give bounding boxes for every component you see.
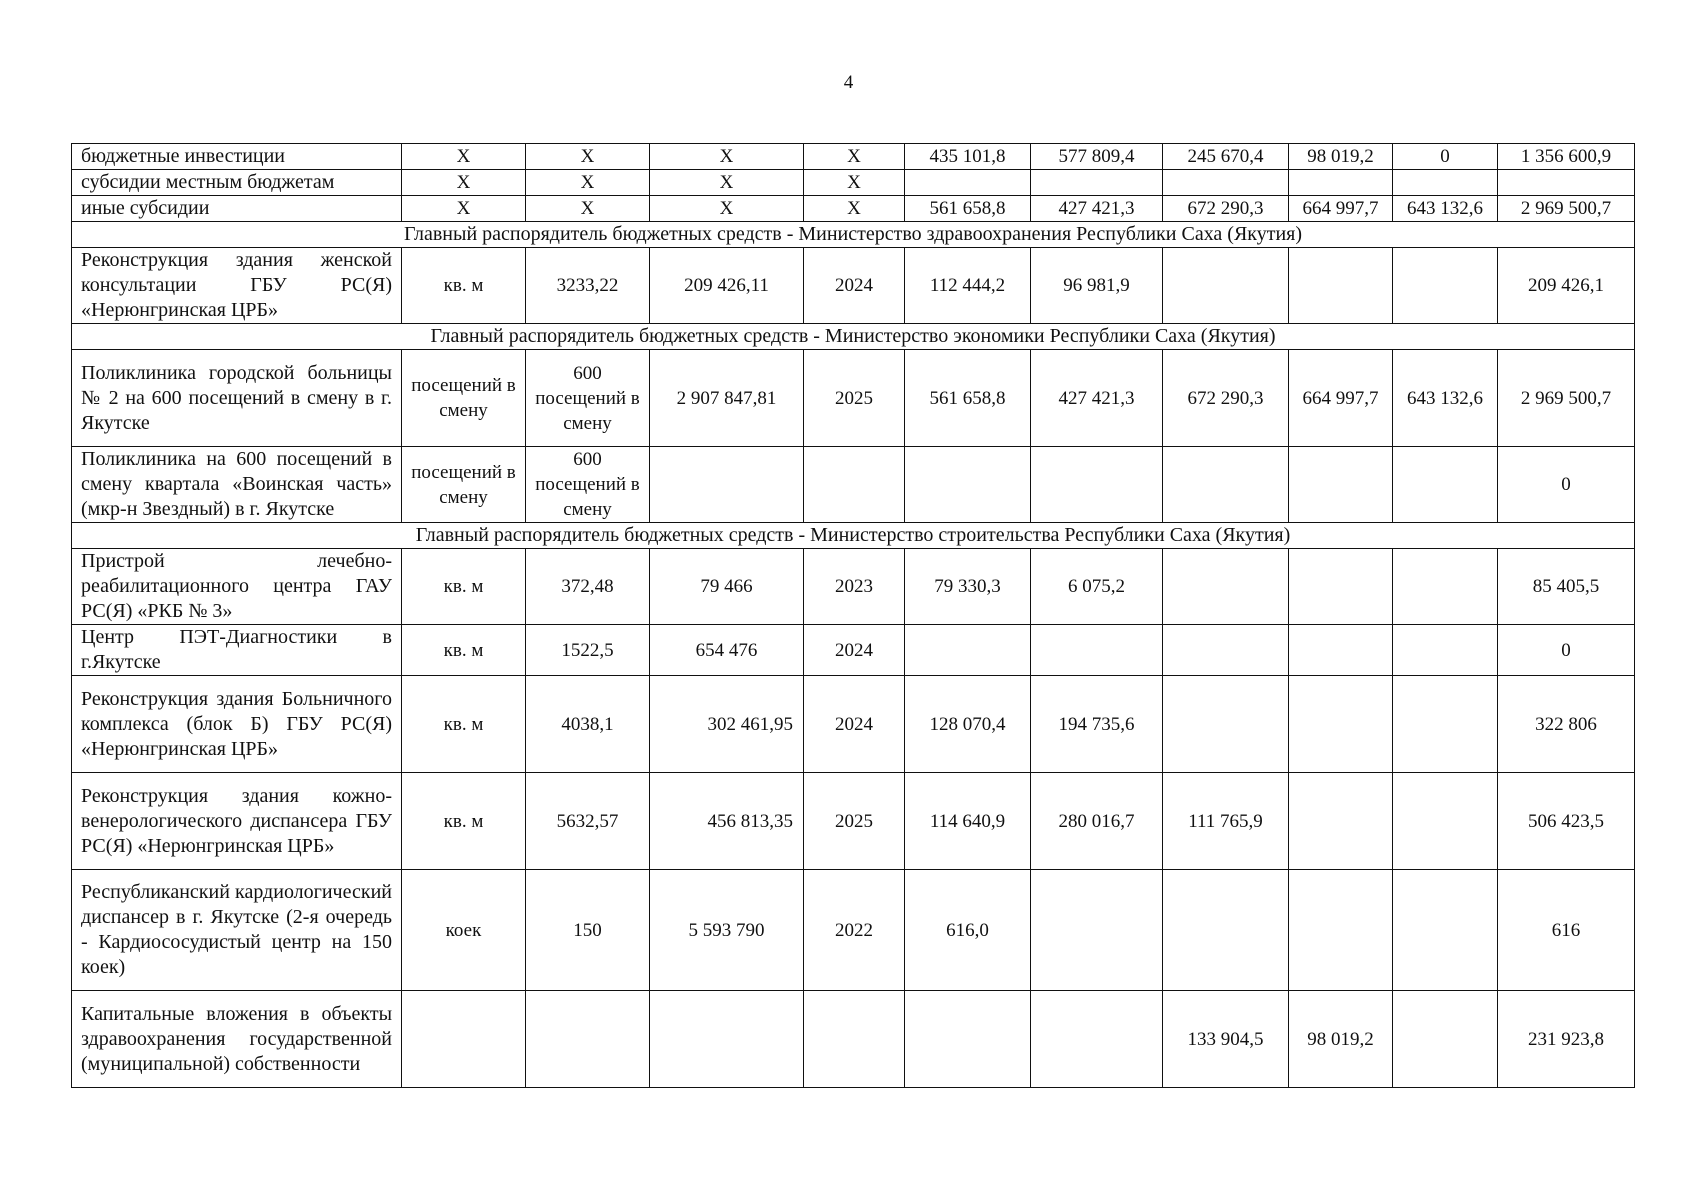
table-row bbox=[72, 870, 1635, 991]
cell-capacity: 600 посещений в смену bbox=[526, 350, 650, 447]
cell-amount-3 bbox=[1163, 625, 1289, 676]
cell-amount-3 bbox=[1163, 447, 1289, 523]
cell-commissioning-year: Х bbox=[804, 170, 905, 196]
table-row bbox=[72, 676, 1635, 773]
cell-amount-5: 0 bbox=[1393, 144, 1498, 170]
cell-unit: Х bbox=[402, 144, 526, 170]
cell-capacity: 372,48 bbox=[526, 549, 650, 625]
cell-amount-4 bbox=[1289, 170, 1393, 196]
cell-estimated-cost: 5 593 790 bbox=[650, 870, 804, 991]
cell-total: 616 bbox=[1498, 870, 1635, 991]
budget-table bbox=[71, 143, 1635, 1088]
table-row bbox=[72, 248, 1635, 324]
cell-estimated-cost: 654 476 bbox=[650, 625, 804, 676]
cell-amount-2 bbox=[1031, 625, 1163, 676]
cell-estimated-cost: 209 426,11 bbox=[650, 248, 804, 324]
cell-amount-4: 664 997,7 bbox=[1289, 350, 1393, 447]
cell-commissioning-year bbox=[804, 991, 905, 1088]
cell-amount-2: 194 735,6 bbox=[1031, 676, 1163, 773]
cell-total: 0 bbox=[1498, 447, 1635, 523]
cell-unit: коек bbox=[402, 870, 526, 991]
cell-amount-5: 643 132,6 bbox=[1393, 350, 1498, 447]
cell-unit: посещений в смену bbox=[402, 350, 526, 447]
cell-amount-4 bbox=[1289, 773, 1393, 870]
cell-amount-4: 664 997,7 bbox=[1289, 196, 1393, 222]
cell-amount-5 bbox=[1393, 676, 1498, 773]
cell-commissioning-year bbox=[804, 447, 905, 523]
cell-total: 231 923,8 bbox=[1498, 991, 1635, 1088]
cell-amount-1: 435 101,8 bbox=[905, 144, 1031, 170]
cell-total: 209 426,1 bbox=[1498, 248, 1635, 324]
table-row bbox=[72, 144, 1635, 170]
cell-commissioning-year: 2024 bbox=[804, 248, 905, 324]
cell-amount-5 bbox=[1393, 773, 1498, 870]
cell-capacity: 1522,5 bbox=[526, 625, 650, 676]
cell-total bbox=[1498, 170, 1635, 196]
cell-unit: кв. м bbox=[402, 625, 526, 676]
cell-amount-4 bbox=[1289, 549, 1393, 625]
cell-object-name: Реконструкция здания Больничного комплекса (блок Б) ГБУ РС(Я) «Нерюнгринская ЦРБ» bbox=[72, 676, 402, 773]
cell-amount-1: 561 658,8 bbox=[905, 350, 1031, 447]
cell-estimated-cost: 2 907 847,81 bbox=[650, 350, 804, 447]
cell-amount-5 bbox=[1393, 248, 1498, 324]
cell-amount-3: 672 290,3 bbox=[1163, 350, 1289, 447]
table-row bbox=[72, 549, 1635, 625]
cell-capacity bbox=[526, 991, 650, 1088]
cell-commissioning-year: Х bbox=[804, 144, 905, 170]
cell-amount-4 bbox=[1289, 447, 1393, 523]
cell-amount-4: 98 019,2 bbox=[1289, 144, 1393, 170]
cell-estimated-cost: Х bbox=[650, 170, 804, 196]
cell-commissioning-year: 2022 bbox=[804, 870, 905, 991]
cell-amount-1: 112 444,2 bbox=[905, 248, 1031, 324]
cell-capacity: 3233,22 bbox=[526, 248, 650, 324]
cell-commissioning-year: 2023 bbox=[804, 549, 905, 625]
cell-amount-4 bbox=[1289, 625, 1393, 676]
cell-unit: посещений в смену bbox=[402, 447, 526, 523]
cell-amount-3 bbox=[1163, 549, 1289, 625]
cell-object-name: Республиканский кардиологический диспансер в г. Якутске (2-я очередь - Кардиососудистый центр на 150 коек) bbox=[72, 870, 402, 991]
section-header-row bbox=[72, 324, 1635, 350]
cell-amount-3 bbox=[1163, 870, 1289, 991]
table-row bbox=[72, 991, 1635, 1088]
cell-amount-2: 280 016,7 bbox=[1031, 773, 1163, 870]
cell-amount-3 bbox=[1163, 170, 1289, 196]
cell-amount-4: 98 019,2 bbox=[1289, 991, 1393, 1088]
cell-capacity: 600 посещений в смену bbox=[526, 447, 650, 523]
cell-amount-1 bbox=[905, 625, 1031, 676]
cell-unit: кв. м bbox=[402, 773, 526, 870]
cell-unit: кв. м bbox=[402, 248, 526, 324]
cell-amount-5 bbox=[1393, 170, 1498, 196]
table-row bbox=[72, 447, 1635, 523]
cell-object-name: Капитальные вложения в объекты здравоохранения государственной (муниципальной) собственности bbox=[72, 991, 402, 1088]
cell-amount-1: 128 070,4 bbox=[905, 676, 1031, 773]
cell-unit: кв. м bbox=[402, 549, 526, 625]
cell-total: 2 969 500,7 bbox=[1498, 350, 1635, 447]
cell-object-name: бюджетные инвестиции bbox=[72, 144, 402, 170]
cell-capacity: Х bbox=[526, 144, 650, 170]
cell-amount-1: 561 658,8 bbox=[905, 196, 1031, 222]
cell-amount-4 bbox=[1289, 676, 1393, 773]
cell-capacity: Х bbox=[526, 196, 650, 222]
cell-unit: Х bbox=[402, 170, 526, 196]
cell-amount-4 bbox=[1289, 248, 1393, 324]
table-row bbox=[72, 170, 1635, 196]
cell-estimated-cost: Х bbox=[650, 196, 804, 222]
cell-amount-2 bbox=[1031, 170, 1163, 196]
cell-unit bbox=[402, 991, 526, 1088]
cell-estimated-cost bbox=[650, 991, 804, 1088]
cell-amount-3 bbox=[1163, 676, 1289, 773]
cell-total: 506 423,5 bbox=[1498, 773, 1635, 870]
cell-total: 0 bbox=[1498, 625, 1635, 676]
table-row bbox=[72, 196, 1635, 222]
cell-amount-1: 79 330,3 bbox=[905, 549, 1031, 625]
table-row bbox=[72, 350, 1635, 447]
cell-amount-5 bbox=[1393, 991, 1498, 1088]
cell-object-name: Пристрой лечебно-реабилитационного центра ГАУ РС(Я) «РКБ № 3» bbox=[72, 549, 402, 625]
cell-total: 2 969 500,7 bbox=[1498, 196, 1635, 222]
cell-object-name: Центр ПЭТ-Диагностики в г.Якутске bbox=[72, 625, 402, 676]
cell-amount-2 bbox=[1031, 447, 1163, 523]
cell-amount-2: 427 421,3 bbox=[1031, 350, 1163, 447]
cell-amount-5 bbox=[1393, 549, 1498, 625]
cell-total: 322 806 bbox=[1498, 676, 1635, 773]
cell-amount-3 bbox=[1163, 248, 1289, 324]
cell-object-name: Реконструкция здания кожно-венерологического диспансера ГБУ РС(Я) «Нерюнгринская ЦРБ» bbox=[72, 773, 402, 870]
cell-commissioning-year: 2024 bbox=[804, 676, 905, 773]
cell-amount-1 bbox=[905, 991, 1031, 1088]
cell-capacity: Х bbox=[526, 170, 650, 196]
section-header-cell: Главный распорядитель бюджетных средств - Министерство здравоохранения Республики Саха (Якутия) bbox=[72, 222, 1635, 248]
budget-table-body bbox=[72, 144, 1635, 1088]
cell-commissioning-year: 2025 bbox=[804, 350, 905, 447]
cell-amount-3: 245 670,4 bbox=[1163, 144, 1289, 170]
cell-amount-1: 114 640,9 bbox=[905, 773, 1031, 870]
cell-amount-2 bbox=[1031, 991, 1163, 1088]
cell-commissioning-year: Х bbox=[804, 196, 905, 222]
section-header-row bbox=[72, 523, 1635, 549]
cell-amount-4 bbox=[1289, 870, 1393, 991]
cell-unit: Х bbox=[402, 196, 526, 222]
table-row bbox=[72, 625, 1635, 676]
cell-amount-2 bbox=[1031, 870, 1163, 991]
cell-capacity: 4038,1 bbox=[526, 676, 650, 773]
cell-object-name: субсидии местным бюджетам bbox=[72, 170, 402, 196]
cell-amount-2: 96 981,9 bbox=[1031, 248, 1163, 324]
cell-amount-5: 643 132,6 bbox=[1393, 196, 1498, 222]
cell-estimated-cost: Х bbox=[650, 144, 804, 170]
cell-amount-3: 672 290,3 bbox=[1163, 196, 1289, 222]
cell-object-name: Реконструкция здания женской консультации ГБУ РС(Я) «Нерюнгринская ЦРБ» bbox=[72, 248, 402, 324]
cell-capacity: 5632,57 bbox=[526, 773, 650, 870]
cell-amount-1 bbox=[905, 447, 1031, 523]
cell-total: 1 356 600,9 bbox=[1498, 144, 1635, 170]
cell-amount-2: 6 075,2 bbox=[1031, 549, 1163, 625]
cell-amount-5 bbox=[1393, 625, 1498, 676]
section-header-cell: Главный распорядитель бюджетных средств - Министерство строительства Республики Саха (Якутия) bbox=[72, 523, 1635, 549]
cell-object-name: Поликлиника на 600 посещений в смену квартала «Воинская часть» (мкр-н Звездный) в г. Якутске bbox=[72, 447, 402, 523]
cell-amount-1 bbox=[905, 170, 1031, 196]
cell-total: 85 405,5 bbox=[1498, 549, 1635, 625]
cell-estimated-cost: 79 466 bbox=[650, 549, 804, 625]
cell-unit: кв. м bbox=[402, 676, 526, 773]
table-row bbox=[72, 773, 1635, 870]
cell-amount-1: 616,0 bbox=[905, 870, 1031, 991]
cell-commissioning-year: 2025 bbox=[804, 773, 905, 870]
cell-amount-5 bbox=[1393, 870, 1498, 991]
cell-estimated-cost bbox=[650, 447, 804, 523]
cell-object-name: иные субсидии bbox=[72, 196, 402, 222]
cell-estimated-cost: 302 461,95 bbox=[650, 676, 804, 773]
cell-amount-3: 133 904,5 bbox=[1163, 991, 1289, 1088]
cell-amount-3: 111 765,9 bbox=[1163, 773, 1289, 870]
cell-object-name: Поликлиника городской больницы № 2 на 600 посещений в смену в г. Якутске bbox=[72, 350, 402, 447]
cell-amount-2: 577 809,4 bbox=[1031, 144, 1163, 170]
cell-capacity: 150 bbox=[526, 870, 650, 991]
page-number: 4 bbox=[843, 72, 854, 93]
cell-estimated-cost: 456 813,35 bbox=[650, 773, 804, 870]
cell-amount-2: 427 421,3 bbox=[1031, 196, 1163, 222]
section-header-cell: Главный распорядитель бюджетных средств - Министерство экономики Республики Саха (Якутия) bbox=[72, 324, 1635, 350]
cell-commissioning-year: 2024 bbox=[804, 625, 905, 676]
cell-amount-5 bbox=[1393, 447, 1498, 523]
section-header-row bbox=[72, 222, 1635, 248]
